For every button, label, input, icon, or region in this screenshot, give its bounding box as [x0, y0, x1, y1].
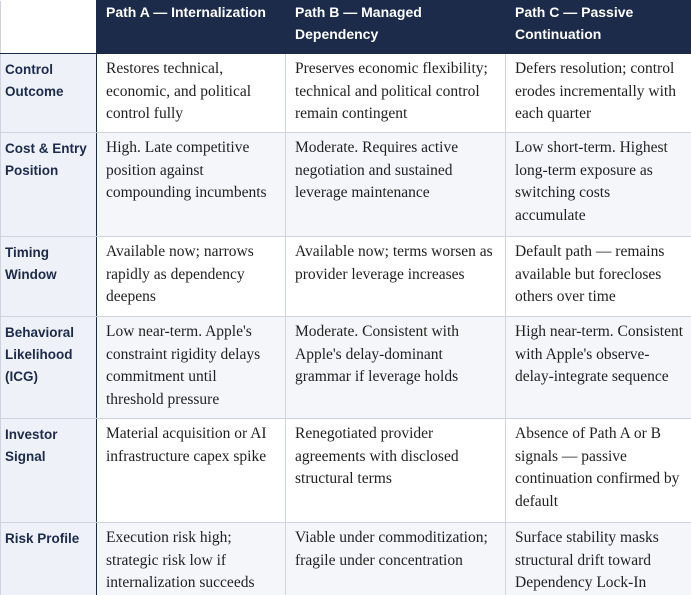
- header-path-b: Path B — Managed Dependency: [286, 1, 506, 54]
- cell-path-b: Preserves economic flexibility; technical and political control remain contingent: [286, 54, 506, 133]
- table-row-cost-entry: [1, 133, 691, 237]
- table-row-investor-signal: [1, 419, 691, 523]
- header-path-a: Path A — Internalization: [97, 1, 286, 54]
- cell-path-b: Renegotiated provider agreements with disclosed structural terms: [286, 419, 506, 523]
- table-row-risk-profile: [1, 523, 691, 595]
- cell-path-b: Viable under commoditization; fragile under concentration: [286, 523, 506, 595]
- row-label: Timing Window: [1, 237, 97, 317]
- cell-path-b: Moderate. Requires active negotiation and sustained leverage maintenance: [286, 133, 506, 237]
- cell-path-a: Available now; narrows rapidly as dependency deepens: [97, 237, 286, 317]
- header-path-c: Path C — Passive Continuation: [506, 1, 691, 54]
- cell-path-c: High near-term. Consistent with Apple's observe-delay-integrate sequence: [506, 317, 691, 419]
- row-label: Cost & Entry Position: [1, 133, 97, 237]
- table-row-behavioral-likelihood: [1, 317, 691, 419]
- cell-path-a: High. Late competitive position against compounding incumbents: [97, 133, 286, 237]
- cell-path-a: Material acquisition or AI infrastructure capex spike: [97, 419, 286, 523]
- cell-path-c: Defers resolution; control erodes incrementally with each quarter: [506, 54, 691, 133]
- table-row-control-outcome: [1, 54, 691, 133]
- cell-path-c: Low short-term. Highest long-term exposure as switching costs accumulate: [506, 133, 691, 237]
- table-row-timing-window: [1, 237, 691, 317]
- cell-path-b: Available now; terms worsen as provider leverage increases: [286, 237, 506, 317]
- row-label: Risk Profile: [1, 523, 97, 595]
- cell-path-a: Execution risk high; strategic risk low if internalization succeeds: [97, 523, 286, 595]
- cell-path-b: Moderate. Consistent with Apple's delay-dominant grammar if leverage holds: [286, 317, 506, 419]
- row-label: Control Outcome: [1, 54, 97, 133]
- cell-path-c: Default path — remains available but forecloses others over time: [506, 237, 691, 317]
- row-label: Investor Signal: [1, 419, 97, 523]
- cell-path-c: Surface stability masks structural drift toward Dependency Lock-In: [506, 523, 691, 595]
- cell-path-c: Absence of Path A or B signals — passive continuation confirmed by default: [506, 419, 691, 523]
- row-label: Behavioral Likelihood (ICG): [1, 317, 97, 419]
- cell-path-a: Low near-term. Apple's constraint rigidity delays commitment until threshold pressure: [97, 317, 286, 419]
- corner-cell: [1, 1, 97, 54]
- header-row: [1, 1, 691, 54]
- cell-path-a: Restores technical, economic, and political control fully: [97, 54, 286, 133]
